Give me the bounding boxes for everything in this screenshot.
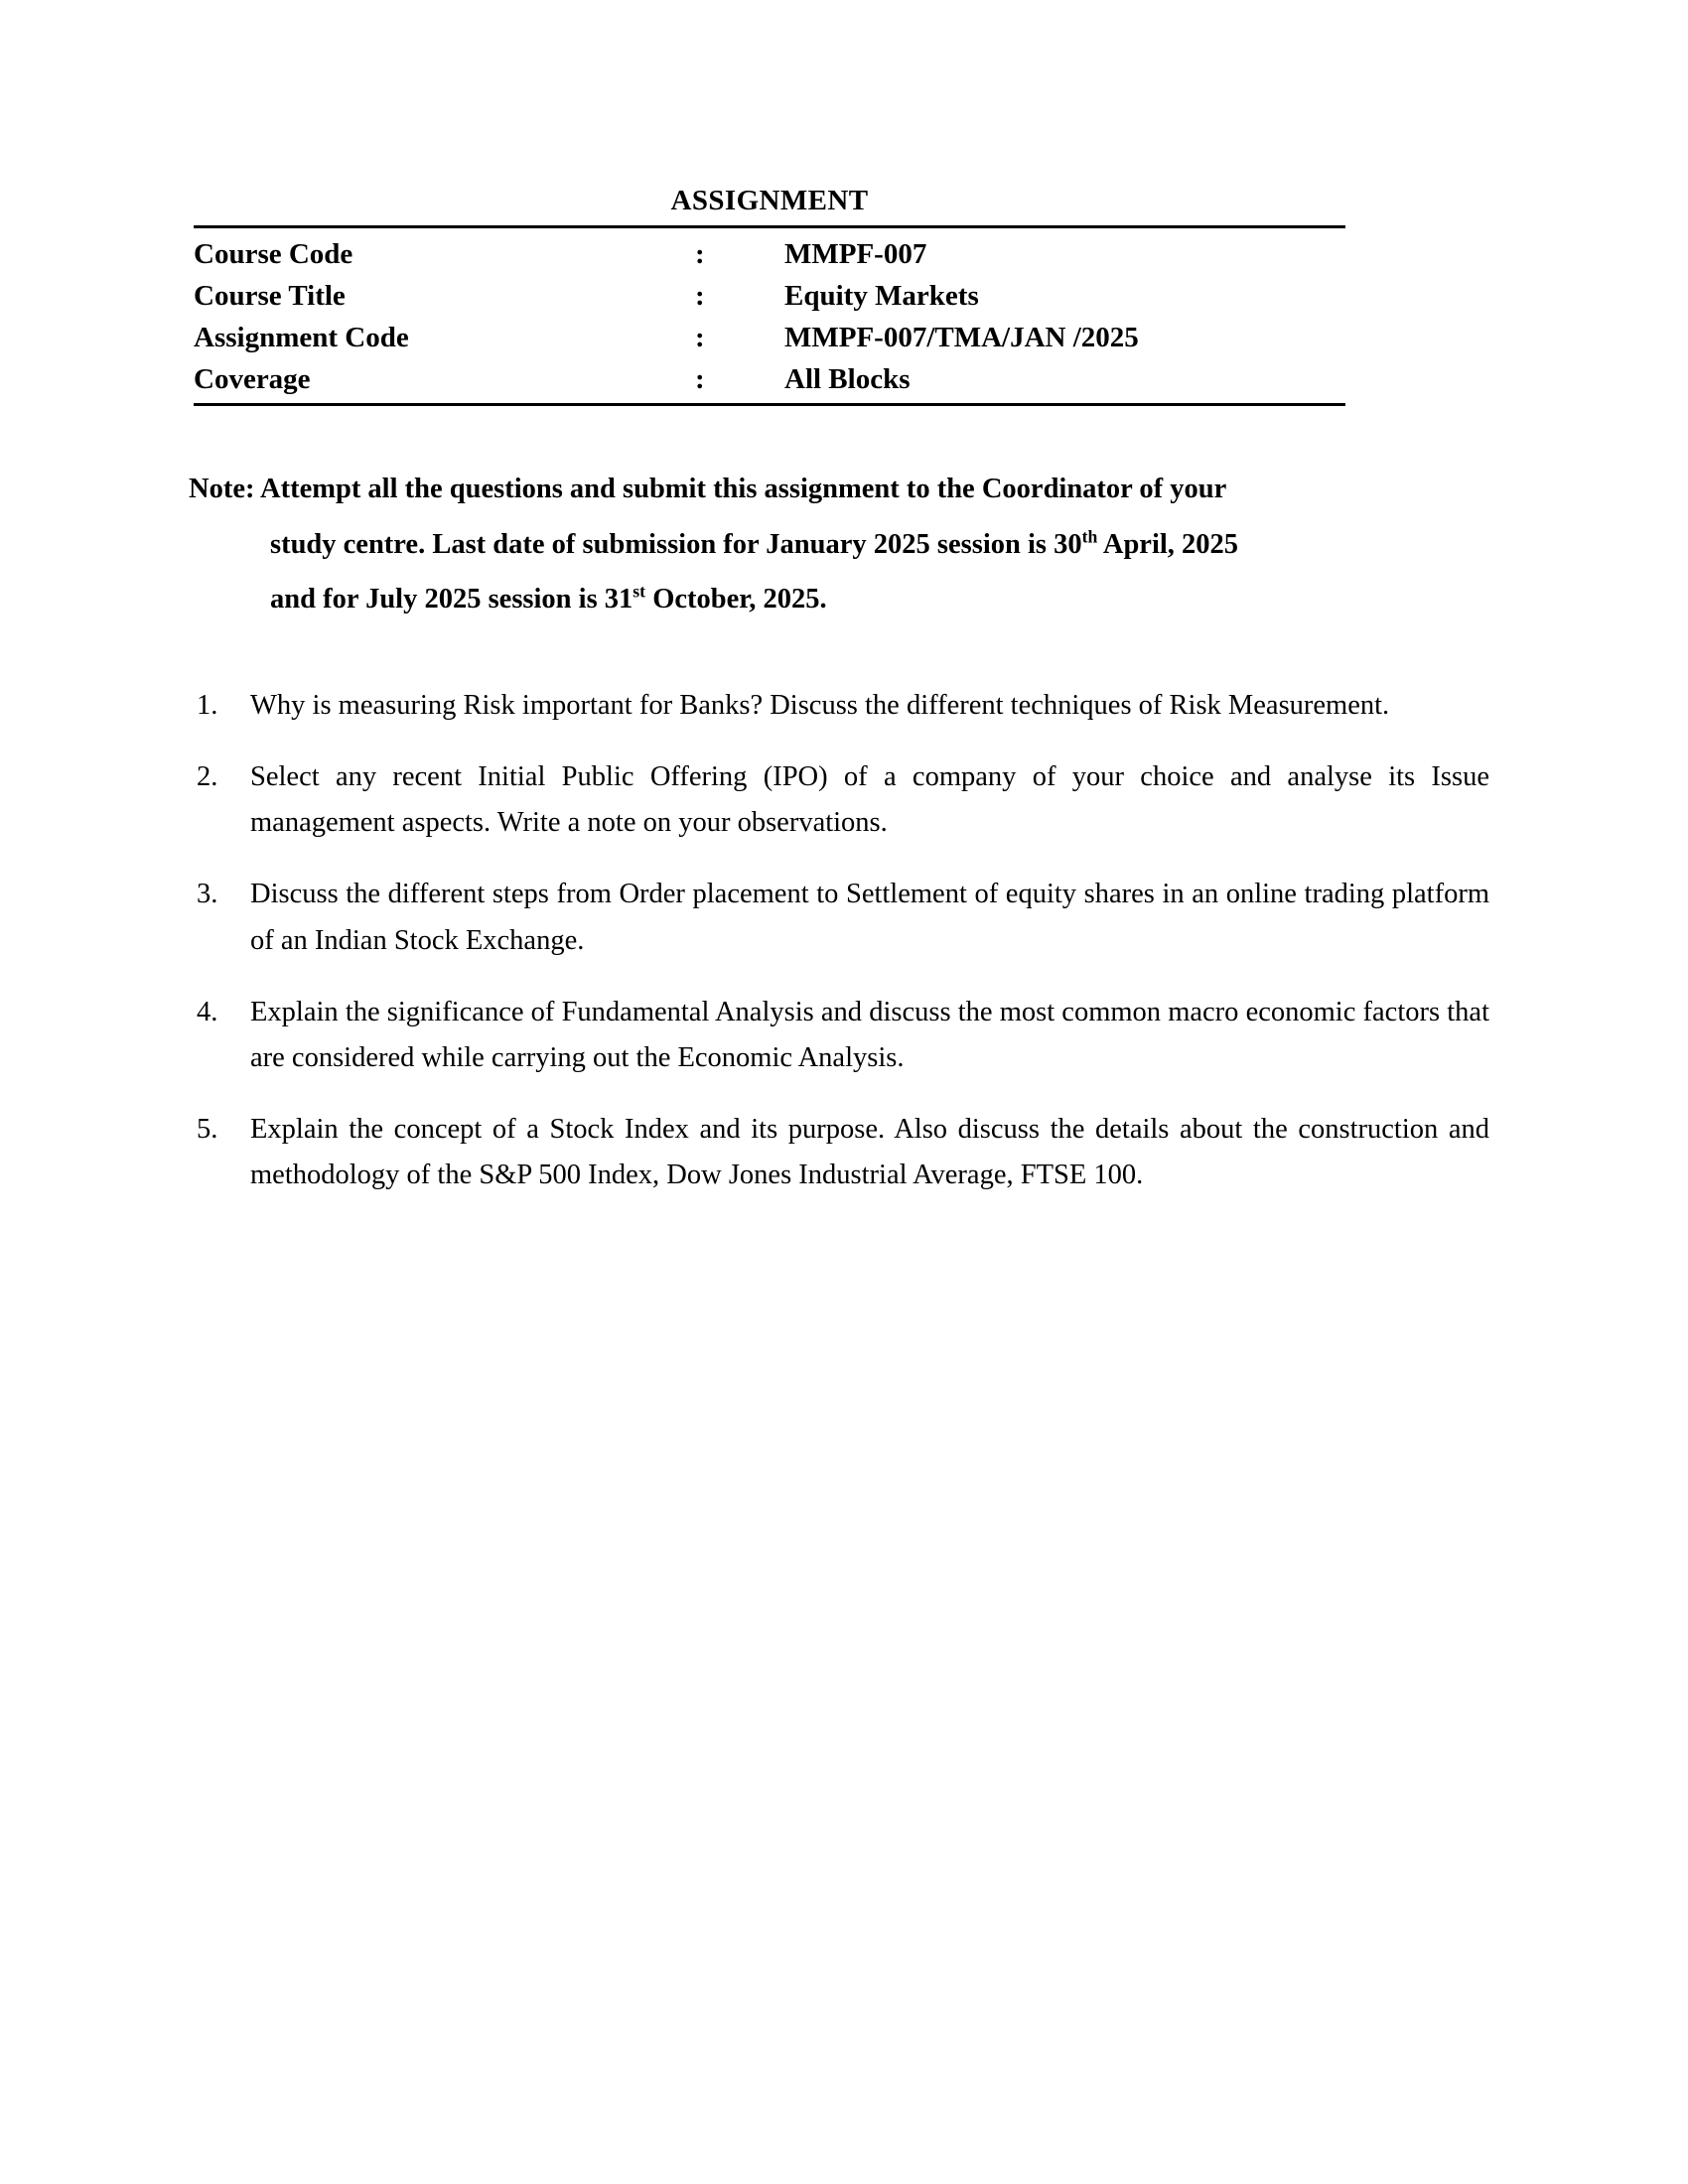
meta-separator: : <box>695 280 705 312</box>
page-title: ASSIGNMENT <box>670 185 869 216</box>
ordinal-suffix-31: st <box>633 581 646 602</box>
header-rule-bottom <box>194 403 1345 406</box>
meta-value-coverage: All Blocks <box>784 363 911 395</box>
header-rule-top <box>194 225 1345 228</box>
meta-value-assignment-code: MMPF-007/TMA/JAN /2025 <box>784 322 1139 353</box>
note-line-3 <box>270 572 1479 627</box>
submission-note <box>189 462 1479 627</box>
meta-label-coverage: Coverage <box>194 363 311 395</box>
meta-value-course-title: Equity Markets <box>784 280 979 312</box>
meta-label-course-title: Course Title <box>194 280 346 312</box>
meta-separator: : <box>695 322 705 353</box>
meta-label-course-code: Course Code <box>194 238 353 270</box>
question-number-2: 2. <box>197 761 218 793</box>
note-line-2-text: study centre. Last date of submission for January 2025 session is 30 <box>270 528 1082 560</box>
note-line-2 <box>270 517 1479 573</box>
list-item <box>189 754 1489 846</box>
ordinal-suffix-30: th <box>1081 526 1098 547</box>
table-row <box>194 276 1345 318</box>
note-line-3-tail: October, 2025. <box>645 584 827 615</box>
question-number-3: 3. <box>197 879 218 910</box>
question-text-1: Why is measuring Risk important for Banks? Discuss the different techniques of Risk Measurement. <box>250 690 1390 721</box>
list-item <box>189 1107 1489 1198</box>
question-number-4: 4. <box>197 996 218 1027</box>
question-text-5: Explain the concept of a Stock Index and its purpose. Also discuss the details about the construction and methodology of the S&P 500 Index, Dow Jones Industrial Average, FTSE 100. <box>250 1114 1489 1191</box>
assignment-meta-table <box>194 234 1345 401</box>
list-item <box>189 872 1489 963</box>
meta-table-body <box>194 234 1345 401</box>
list-item <box>189 683 1489 729</box>
question-text-4: Explain the significance of Fundamental Analysis and discuss the most common macro economic factors that are considered while carrying out the Economic Analysis. <box>250 996 1489 1073</box>
question-number-1: 1. <box>197 690 218 721</box>
list-item <box>189 990 1489 1081</box>
table-row <box>194 234 1345 276</box>
meta-value-course-code: MMPF-007 <box>784 238 927 270</box>
table-row <box>194 359 1345 401</box>
meta-separator: : <box>695 238 705 270</box>
table-row <box>194 318 1345 359</box>
question-text-2: Select any recent Initial Public Offering (IPO) of a company of your choice and analyse its Issue management aspects. Write a note on your observations. <box>250 761 1489 839</box>
question-text-3: Discuss the different steps from Order placement to Settlement of equity shares in an online trading platform of an Indian Stock Exchange. <box>250 879 1489 956</box>
note-line-3-text: and for July 2025 session is 31 <box>270 584 633 615</box>
meta-label-assignment-code: Assignment Code <box>194 322 409 353</box>
assignment-header-block <box>194 187 1345 406</box>
question-number-5: 5. <box>197 1114 218 1146</box>
note-line-1: Note: Attempt all the questions and submit this assignment to the Coordinator of your <box>189 474 1227 504</box>
meta-separator: : <box>695 363 705 395</box>
note-line-2-tail: April, 2025 <box>1097 528 1239 560</box>
questions-list <box>189 683 1489 1224</box>
